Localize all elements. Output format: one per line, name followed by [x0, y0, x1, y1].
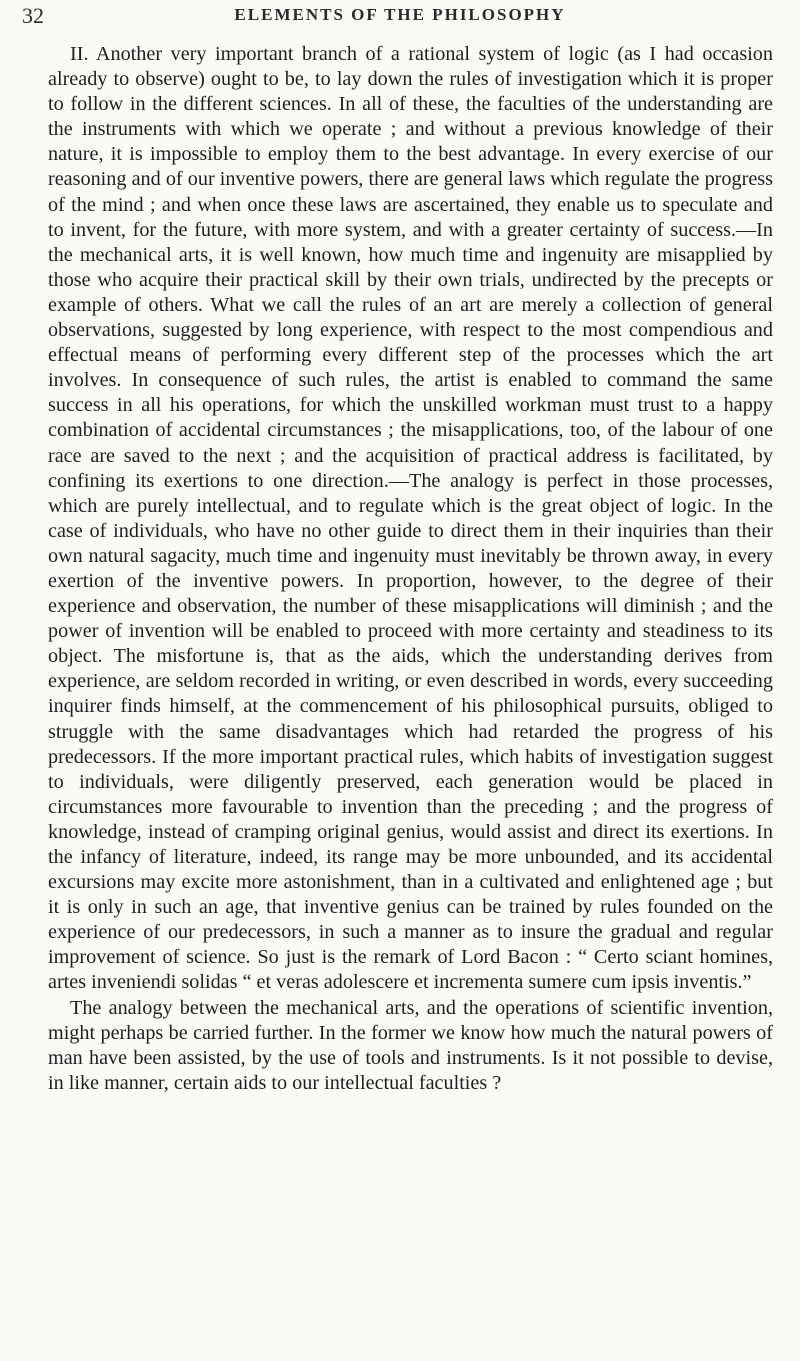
paragraph-mechanical-arts-analogy: The analogy between the mechanical arts, and the operations of scientific invention, might perhaps be carried further. In the former we know how much the natural powers of man have been assisted, by the use of tools and instruments. Is it not possible to devise, in like manner, certain aids to our intellectual faculties ? — [48, 996, 773, 1094]
running-title: ELEMENTS OF THE PHILOSOPHY — [234, 5, 566, 24]
paragraph-rules-of-investigation: II. Another very important branch of a rational system of logic (as I had occasion already to observe) ought to be, to lay down the rules of investigation which it is proper to follow in the different sciences. In all of these, the faculties of the understanding are the instruments with which we operate ; and without a previous knowledge of their nature, it is impossible to employ them to the best advantage. In every exercise of our reasoning and of our inventive powers, there are general laws which regulate the progress of the mind ; and when once these laws are ascertained, they enable us to speculate and to invent, for the future, with more system, and with a greater certainty of success.—In the mechanical arts, it is well known, how much time and ingenuity are misapplied by those who acquire their practical skill by their own trials, undirected by the precepts or example of others. What we call the rules of an art are merely a collection of general observations, suggested by long experience, with respect to the most compendious and effectual means of performing every different step of the processes which the art involves. In consequence of such rules, the artist is enabled to command the same success in all his operations, for which the unskilled workman must trust to a happy combination of accidental circumstances ; the misapplications, too, of the labour of one race are saved to the next ; and the acquisition of practical address is facilitated, by confining its exertions to one direction.—The analogy is perfect in those processes, which are purely intellectual, and to regulate which is the great object of logic. In the case of individuals, who have no other guide to direct them in their inquiries than their own natural sagacity, much time and ingenuity must inevitably be thrown away, in every exertion of the inventive powers. In proportion, however, to the degree of their experience and observation, the number of these misapplications will diminish ; and the power of invention will be enabled to proceed with more certainty and steadiness to its object. The misfortune is, that as the aids, which the understanding derives from experience, are seldom recorded in writing, or even described in words, every succeeding inquirer finds himself, at the commencement of his philosophical pursuits, obliged to struggle with the same disadvantages which had retarded the progress of his predecessors. If the more important practical rules, which habits of investigation suggest to individuals, were diligently preserved, each generation would be placed in circumstances more favourable to invention than the preceding ; and the progress of knowledge, instead of cramping original genius, would assist and direct its exertions. In the infancy of literature, indeed, its range may be more unbounded, and its accidental excursions may excite more astonishment, than in a cultivated and enlightened age ; but it is only in such an age, that inventive genius can be trained by rules founded on the experience of our predecessors, in such a manner as to insure the gradual and regular improvement of science. So just is the remark of Lord Bacon : “ Certo sciant homines, artes inveniendi solidas “ et veras adolescere et incrementa sumere cum ipsis inventis.” — [48, 43, 773, 994]
page-number: 32 — [22, 3, 44, 28]
body-text — [48, 42, 773, 1096]
running-head — [22, 3, 778, 27]
